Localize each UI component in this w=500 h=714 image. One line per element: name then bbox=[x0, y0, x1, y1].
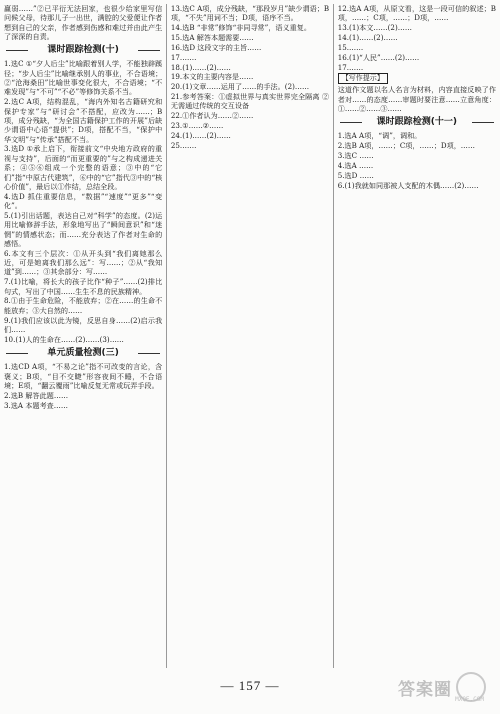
paragraph: 6.(1)我就如同那被人支配的木偶……(2)…… bbox=[337, 180, 479, 190]
text-column-left bbox=[4, 4, 162, 668]
paragraph: 4.选D 抓住重要信息，“数据”“速度”“更多”“变化”。 bbox=[4, 191, 163, 211]
paragraph: 17.…… bbox=[170, 52, 197, 62]
section-title: 课时跟踪检测(十一) bbox=[338, 116, 496, 128]
paragraph: 4.选A …… bbox=[337, 160, 374, 170]
paragraph: 6.本文有三个层次：①从开头到“我们离她那么近，可是她离我们那么远”：写……；②从“我知道”到……；③其余部分：写…… bbox=[4, 248, 163, 277]
paragraph: 1.选A A项，“调”，调和。 bbox=[337, 131, 422, 141]
paragraph: 12.选A A项，从原文看，这是一段可信的叙述；B项，……；C项，……；D项，…… bbox=[337, 4, 496, 23]
section-title: 课时跟踪检测(十) bbox=[4, 44, 162, 56]
paragraph: 9.(1)我们应该以此为镜，反思自身……(2)启示我们…… bbox=[4, 315, 163, 334]
text-column-middle bbox=[171, 4, 329, 668]
paragraph: 这道作文题以名人名言为材料，内容直接反映了作者对……的态度……审题时要注意……立意角度：①……②……③…… bbox=[337, 85, 496, 114]
paragraph: 20.(1)文章……运用了……的手法。(2)…… bbox=[170, 82, 310, 92]
paragraph: 15.…… bbox=[337, 42, 364, 52]
paragraph: 5.(1)引出话题，表达自己对“科学”的态度。(2)运用比喻修辞手法，形象地写出了“瞬间意识”和“迷惘”的情感状态；而……充分表达了作者对生命的感悟。 bbox=[4, 210, 163, 248]
paragraph: 赢弱……”②已平衍无法回家，也很少给家里写信问候父母，待那儿子一出世，满腔的父爱便让作者想到自己的父亲，作者感到伤感和难过并由此产生了深深的自责。 bbox=[4, 4, 163, 42]
paragraph: 13.(1)本文……(2)…… bbox=[337, 23, 412, 33]
page-number: — 157 — bbox=[220, 678, 280, 693]
paragraph: 16.选D 这段文字的主旨…… bbox=[170, 42, 262, 52]
writing-tips-label: 【写作提示】 bbox=[338, 73, 388, 84]
paragraph: 25.…… bbox=[170, 140, 197, 150]
column-divider bbox=[166, 4, 167, 668]
paragraph: 24.(1)……(2)…… bbox=[170, 130, 231, 140]
paragraph: 2.选B 解答此题…… bbox=[4, 390, 69, 400]
paragraph: 5.选D …… bbox=[337, 170, 374, 180]
paragraph: 19.本文的主要内容是…… bbox=[170, 72, 254, 82]
section-title: 单元质量检测(三) bbox=[4, 347, 162, 359]
paragraph: 2.选B A项，……；C项，……；D项，…… bbox=[337, 141, 476, 151]
paragraph: 1.选CD A项，“不易之论”指不可改变的言论，含褒义；B项，“目不交睫”形容夜间不睡，不合语境；E项，“翻云覆雨”比喻反复无常或玩弄手段。 bbox=[4, 362, 163, 390]
page-body bbox=[4, 4, 496, 668]
text-column-right bbox=[338, 4, 496, 668]
paragraph: 8.①由于生命危险，不能放弃；②在……的生命不能放弃；③大自然的…… bbox=[4, 296, 163, 315]
column-divider bbox=[333, 4, 334, 668]
paragraph: 1.选C ①“夕人后尘”比喻跟着别人学，不能独辟蹊径；“步人后尘”比喻继承别人的事业，不合语境；②“沧海桑田”比喻世事变化很大，不合语境；“不难发现”与“不可”“不必”等修饰关系不当。 bbox=[4, 59, 163, 97]
paragraph: 18.(1)……(2)…… bbox=[170, 62, 231, 72]
watermark bbox=[398, 672, 486, 702]
watermark-url: MXQE.COM bbox=[455, 696, 484, 703]
paragraph: 10.(1)人的生命在……(2)……(3)…… bbox=[4, 334, 124, 344]
paragraph: 13.选C A项，成分残缺，“那段岁月”缺少谓语；B项，“不失”用词不当；D项，语序不当。 bbox=[170, 4, 330, 23]
paragraph: 17.…… bbox=[337, 62, 364, 72]
paragraph: 21.参考答案：①虚拟世界与真实世界完全隔离 ②无需通过传统的交互设备 bbox=[170, 92, 330, 111]
paragraph: 3.选D ①承上启下，衔接前文“中央地方政府的重视与支持”，后面的“而更重要的”与之构成递进关系；④⑤⑥组成一个完整的语意；③中的“它们”指“中原古代建筑”，⑥中的“它”指代③中的“核心价值”，最后以①作结，总结全段。 bbox=[4, 144, 163, 191]
paragraph: 14.选B “非常”修饰“非同寻常”，语义重复。 bbox=[170, 23, 311, 33]
paragraph: 2.选C A项，结构混乱，“海内外知名古籍研究和保护专家”与“研讨会”不搭配，应改为……；B项，成分残缺，“为全国古籍保护工作的开展”后缺少谓语中心语“提供”；D项，搭配不当，“保护中华文明”与“传承”搭配不当。 bbox=[4, 97, 163, 144]
paragraph: 15.选A 解答本题需要…… bbox=[170, 33, 254, 43]
paragraph: 3.选C …… bbox=[337, 151, 374, 161]
paragraph: 14.(1)……(2)…… bbox=[337, 33, 398, 43]
paragraph: 7.(1)比喻，将长大的孩子比作“种子”……(2)排比句式，写出了中国……生生不息的民族精神。 bbox=[4, 277, 163, 296]
paragraph: 3.选A 本题考查…… bbox=[4, 400, 69, 410]
paragraph: 16.(1)“人民”……(2)…… bbox=[337, 52, 420, 62]
paragraph: 23.①……②…… bbox=[170, 121, 224, 131]
paragraph: 22.①作者认为……②…… bbox=[170, 111, 254, 121]
watermark-logo-text: 答案圈 bbox=[398, 679, 452, 700]
